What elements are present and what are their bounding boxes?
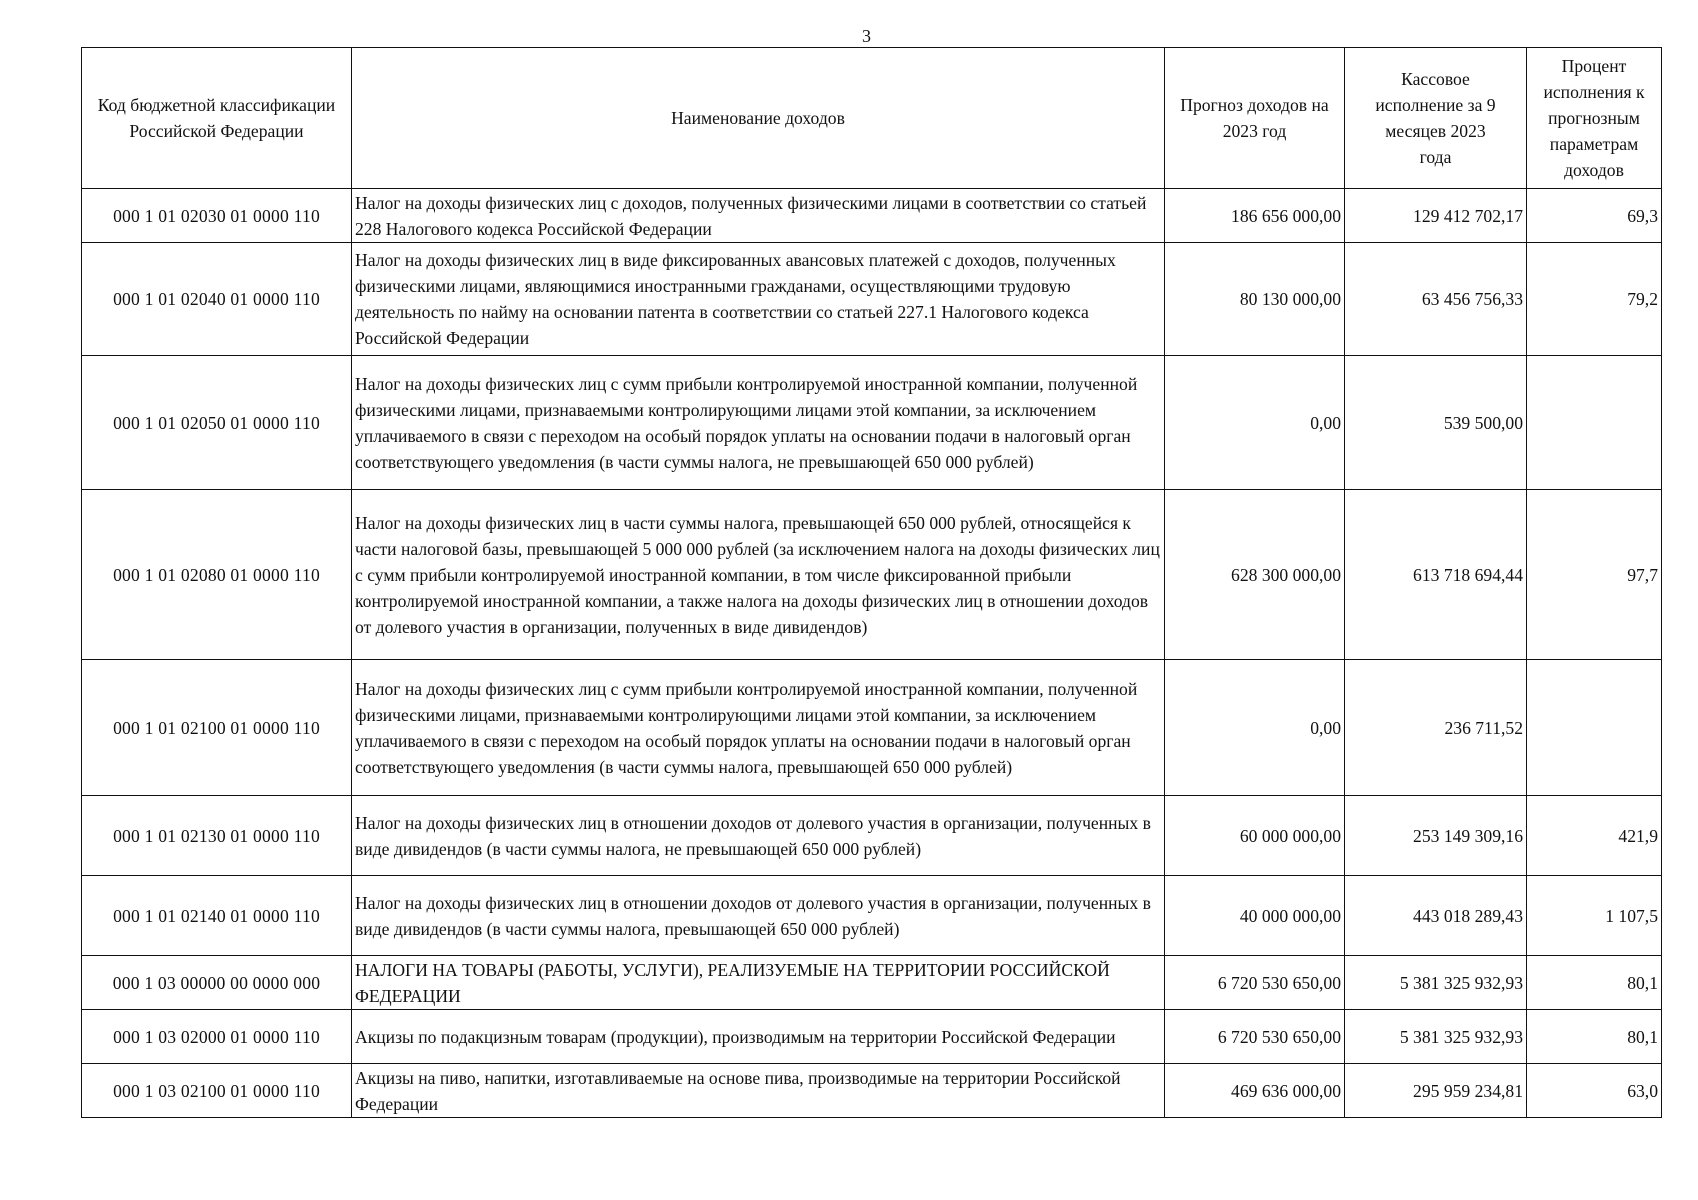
row-percent: 80,1 [1527, 1010, 1662, 1064]
row-percent: 421,9 [1527, 796, 1662, 876]
row-actual: 613 718 694,44 [1345, 490, 1527, 660]
row-name: Налог на доходы физических лиц в части суммы налога, превышающей 650 000 рублей, относящейся к части налоговой базы, превышающей 5 000 000 рублей (за исключением налога на доходы физических лиц с сумм прибыли контролируемой иностранной компании, в том числе фиксированной прибыли контролируемой иностранной компании, а также налога на доходы физических лиц в отношении доходов от долевого участия в организации, полученных в виде дивидендов) [352, 490, 1165, 660]
row-actual: 236 711,52 [1345, 660, 1527, 796]
budget-revenue-table [81, 47, 1662, 1118]
row-actual: 295 959 234,81 [1345, 1064, 1527, 1118]
row-name: Налог на доходы физических лиц в виде фиксированных авансовых платежей с доходов, полученных физическими лицами, являющимися иностранными гражданами, осуществляющими трудовую деятельность по найму на основании патента в соответствии со статьей 227.1 Налогового кодекса Российской Федерации [352, 243, 1165, 356]
table-row [82, 796, 1662, 876]
table-row [82, 1010, 1662, 1064]
row-code: 000 1 01 02050 01 0000 110 [82, 356, 352, 490]
row-name: НАЛОГИ НА ТОВАРЫ (РАБОТЫ, УСЛУГИ), РЕАЛИЗУЕМЫЕ НА ТЕРРИТОРИИ РОССИЙСКОЙ ФЕДЕРАЦИИ [352, 956, 1165, 1010]
page-number: 3 [862, 26, 871, 46]
table-row [82, 876, 1662, 956]
table-row [82, 490, 1662, 660]
row-code: 000 1 01 02130 01 0000 110 [82, 796, 352, 876]
row-percent: 69,3 [1527, 189, 1662, 243]
row-code: 000 1 01 02030 01 0000 110 [82, 189, 352, 243]
table-row [82, 189, 1662, 243]
row-percent: 1 107,5 [1527, 876, 1662, 956]
row-percent [1527, 660, 1662, 796]
header-forecast: Прогноз доходов на 2023 год [1165, 48, 1345, 189]
row-name: Налог на доходы физических лиц с доходов, полученных физическими лицами в соответствии со статьей 228 Налогового кодекса Российской Федерации [352, 189, 1165, 243]
row-forecast: 0,00 [1165, 660, 1345, 796]
row-code: 000 1 03 02000 01 0000 110 [82, 1010, 352, 1064]
row-actual: 5 381 325 932,93 [1345, 1010, 1527, 1064]
row-percent [1527, 356, 1662, 490]
header-percent: Процент исполнения к прогнозным параметрам доходов [1527, 48, 1662, 189]
row-code: 000 1 01 02140 01 0000 110 [82, 876, 352, 956]
row-code: 000 1 01 02040 01 0000 110 [82, 243, 352, 356]
row-forecast: 6 720 530 650,00 [1165, 956, 1345, 1010]
row-forecast: 628 300 000,00 [1165, 490, 1345, 660]
table-row [82, 956, 1662, 1010]
row-actual: 63 456 756,33 [1345, 243, 1527, 356]
table-header-row [82, 48, 1662, 189]
row-code: 000 1 01 02080 01 0000 110 [82, 490, 352, 660]
header-actual: Кассовое исполнение за 9 месяцев 2023 года [1345, 48, 1527, 189]
row-actual: 539 500,00 [1345, 356, 1527, 490]
row-actual: 253 149 309,16 [1345, 796, 1527, 876]
row-actual: 443 018 289,43 [1345, 876, 1527, 956]
row-forecast: 469 636 000,00 [1165, 1064, 1345, 1118]
row-name: Налог на доходы физических лиц с сумм прибыли контролируемой иностранной компании, полученной физическими лицами, признаваемыми контролирующими лицами этой компании, за исключением уплачиваемого в связи с переходом на особый порядок уплаты на основании подачи в налоговый орган соответствующего уведомления (в части суммы налога, не превышающей 650 000 рублей) [352, 356, 1165, 490]
row-name: Акцизы на пиво, напитки, изготавливаемые на основе пива, производимые на территории Российской Федерации [352, 1064, 1165, 1118]
row-code: 000 1 01 02100 01 0000 110 [82, 660, 352, 796]
row-code: 000 1 03 02100 01 0000 110 [82, 1064, 352, 1118]
row-name: Налог на доходы физических лиц с сумм прибыли контролируемой иностранной компании, полученной физическими лицами, признаваемыми контролирующими лицами этой компании, за исключением уплачиваемого в связи с переходом на особый порядок уплаты на основании подачи в налоговый орган соответствующего уведомления (в части суммы налога, превышающей 650 000 рублей) [352, 660, 1165, 796]
row-forecast: 6 720 530 650,00 [1165, 1010, 1345, 1064]
row-name: Налог на доходы физических лиц в отношении доходов от долевого участия в организации, полученных в виде дивидендов (в части суммы налога, превышающей 650 000 рублей) [352, 876, 1165, 956]
table-row [82, 1064, 1662, 1118]
row-actual: 129 412 702,17 [1345, 189, 1527, 243]
row-forecast: 40 000 000,00 [1165, 876, 1345, 956]
row-name: Акцизы по подакцизным товарам (продукции), производимым на территории Российской Федерации [352, 1010, 1165, 1064]
row-name: Налог на доходы физических лиц в отношении доходов от долевого участия в организации, полученных в виде дивидендов (в части суммы налога, не превышающей 650 000 рублей) [352, 796, 1165, 876]
header-name: Наименование доходов [352, 48, 1165, 189]
header-code: Код бюджетной классификации Российской Федерации [82, 48, 352, 189]
row-percent: 97,7 [1527, 490, 1662, 660]
row-actual: 5 381 325 932,93 [1345, 956, 1527, 1010]
row-forecast: 60 000 000,00 [1165, 796, 1345, 876]
row-forecast: 186 656 000,00 [1165, 189, 1345, 243]
table-row [82, 356, 1662, 490]
row-percent: 79,2 [1527, 243, 1662, 356]
row-percent: 63,0 [1527, 1064, 1662, 1118]
row-percent: 80,1 [1527, 956, 1662, 1010]
row-forecast: 0,00 [1165, 356, 1345, 490]
table-row [82, 660, 1662, 796]
table-row [82, 243, 1662, 356]
row-forecast: 80 130 000,00 [1165, 243, 1345, 356]
row-code: 000 1 03 00000 00 0000 000 [82, 956, 352, 1010]
